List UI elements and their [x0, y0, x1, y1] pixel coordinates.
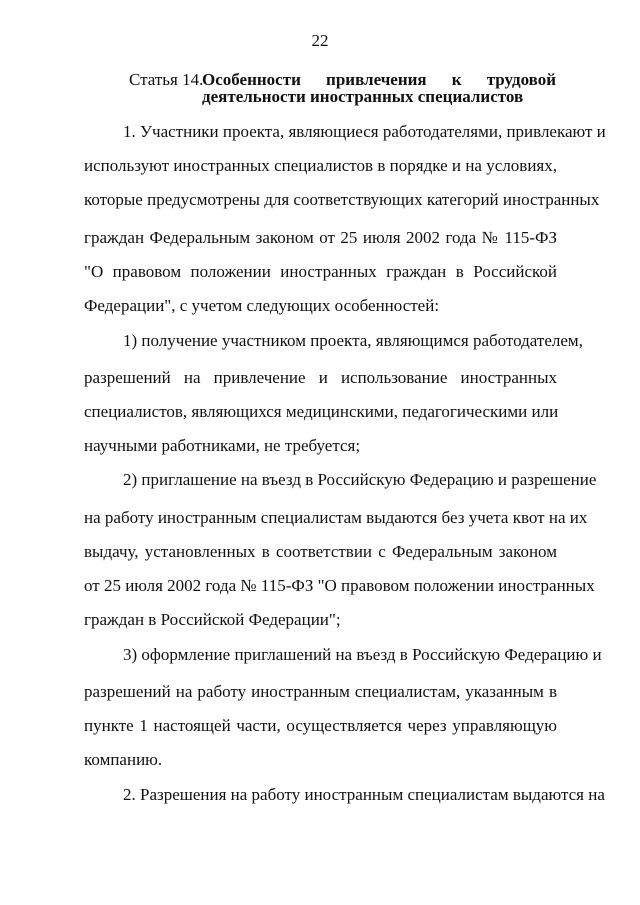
- paragraph-line: разрешений на работу иностранным специалистам, указанным в: [84, 682, 557, 701]
- page-number: 22: [311, 31, 329, 50]
- paragraph-line: 1) получение участником проекта, являющимся работодателем,: [123, 331, 583, 350]
- paragraph-line: от 25 июля 2002 года № 115-ФЗ "О правовом положении иностранных: [84, 576, 595, 595]
- paragraph-line: 2. Разрешения на работу иностранным специалистам выдаются на: [123, 785, 605, 804]
- paragraph-line: 3) оформление приглашений на въезд в Российскую Федерацию и: [123, 645, 602, 664]
- paragraph-line: компанию.: [84, 750, 163, 769]
- paragraph-line: 2) приглашение на въезд в Российскую Федерацию и разрешение: [123, 470, 597, 489]
- paragraph-line: "О правовом положении иностранных граждан в Российской: [84, 262, 557, 281]
- article-title-line-1: Особенности привлечения к трудовой: [202, 70, 556, 89]
- paragraph-line: 1. Участники проекта, являющиеся работодателями, привлекают и: [123, 122, 606, 141]
- article-title: [202, 71, 556, 105]
- article-title-line-2: деятельности иностранных специалистов: [202, 87, 524, 106]
- paragraph-line: Федерации", с учетом следующих особенностей:: [84, 296, 440, 315]
- paragraph-line: на работу иностранным специалистам выдаются без учета квот на их: [84, 508, 588, 527]
- paragraph-line: научными работниками, не требуется;: [84, 436, 361, 455]
- paragraph-line: специалистов, являющихся медицинскими, педагогическими или: [84, 402, 559, 421]
- paragraph-line: граждан в Российской Федерации";: [84, 610, 341, 629]
- paragraph-line: которые предусмотрены для соответствующих категорий иностранных: [84, 190, 600, 209]
- article-label: Статья 14.: [129, 70, 204, 89]
- paragraph-line: разрешений на привлечение и использование иностранных: [84, 368, 557, 387]
- paragraph-line: граждан Федеральным законом от 25 июля 2002 года № 115-ФЗ: [84, 228, 557, 247]
- paragraph-line: выдачу, установленных в соответствии с Федеральным законом: [84, 542, 557, 561]
- paragraph-line: пункте 1 настоящей части, осуществляется через управляющую: [84, 716, 557, 735]
- paragraph-line: используют иностранных специалистов в порядке и на условиях,: [84, 156, 557, 175]
